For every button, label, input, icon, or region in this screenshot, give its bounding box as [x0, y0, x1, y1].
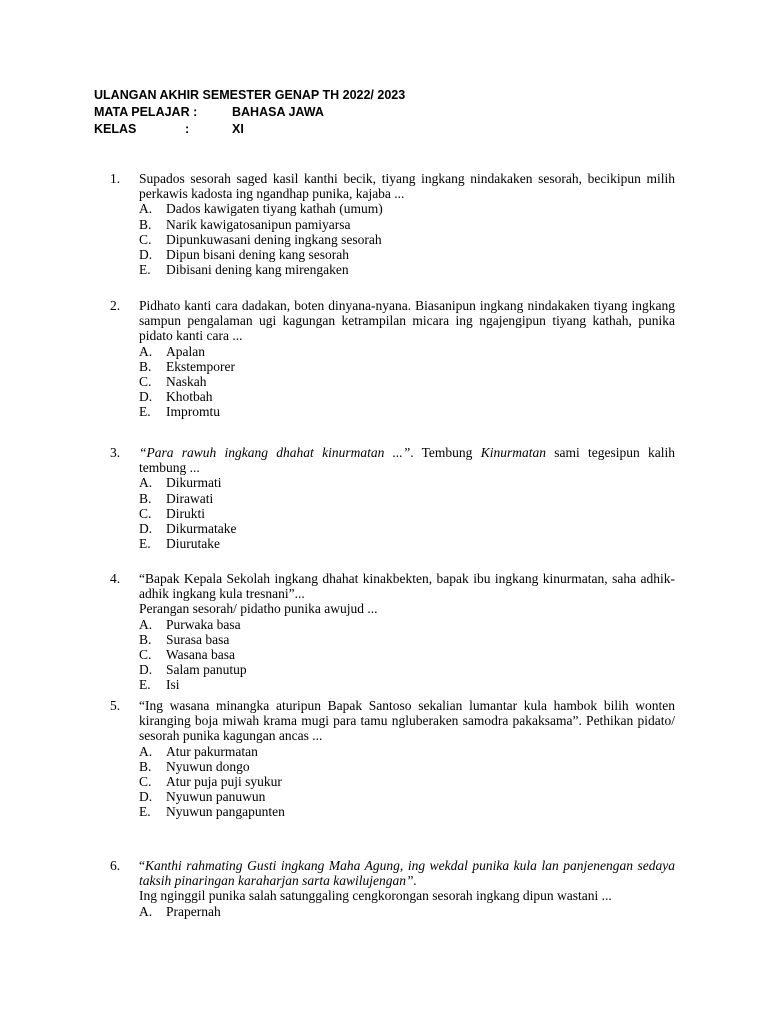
- option-a[interactable]: A. Prapernah: [139, 903, 221, 919]
- option-a[interactable]: A. Dikurmati: [139, 475, 222, 491]
- question-text: “Ing wasana minangka aturipun Bapak Santoso sekalian lumantar kula hambok bilih wonten kiranging boja miwah krama mugi para tamu ngluberaken samodra pakaksama”. Pethikan pidato/ sesorah punika kagungan ancas ...: [139, 698, 675, 744]
- subject-label: MATA PELAJAR :: [94, 105, 198, 119]
- option-e[interactable]: E. Nyuwun pangapunten: [139, 804, 285, 820]
- option-c[interactable]: C. Dipunkuwasani dening ingkang sesorah: [139, 231, 382, 247]
- question-text: “Para rawuh ingkang dhahat kinurmatan ...”. Tembung Kinurmatan sami tegesipun kalih tembung ...: [139, 445, 675, 476]
- question-text: “Bapak Kepala Sekolah ingkang dhahat kinakbekten, bapak ibu ingkang kinurmatan, saha adhik-adhik ingkang kula tresnani”...: [139, 571, 675, 602]
- class-value: XI: [232, 122, 244, 136]
- class-colon: :: [185, 122, 190, 136]
- option-b[interactable]: B. Nyuwun dongo: [139, 758, 250, 774]
- option-c[interactable]: C. Atur puja puji syukur: [139, 773, 282, 789]
- question-prompt: Perangan sesorah/ pidatho punika awujud ...: [139, 601, 378, 617]
- question-text: “Kanthi rahmating Gusti ingkang Maha Agung, ing wekdal punika kula lan panjenengan sedaya taksih pinaringan karaharjan sarta kawilujengan”.: [139, 858, 676, 889]
- question-number: 6.: [110, 858, 121, 873]
- question-prompt: Ing nginggil punika salah satunggaling cengkorongan sesorah ingkang dipun wastani ...: [139, 888, 612, 904]
- option-b[interactable]: B. Narik kawigatosanipun pamiyarsa: [139, 216, 351, 232]
- option-c[interactable]: C. Naskah: [139, 373, 207, 389]
- quoted-phrase: “Para rawuh ingkang dhahat kinurmatan ...”: [139, 445, 411, 460]
- option-d[interactable]: D. Salam panutup: [139, 662, 247, 678]
- option-a[interactable]: A. Dados kawigaten tiyang kathah (umum): [139, 201, 383, 217]
- question-number: 2.: [110, 298, 121, 313]
- question-3: [110, 445, 675, 551]
- class-label: KELAS: [94, 122, 137, 136]
- exam-title: ULANGAN AKHIR SEMESTER GENAP TH 2022/ 2023: [94, 88, 406, 102]
- option-b[interactable]: B. Surasa basa: [139, 631, 230, 647]
- question-number: 5.: [110, 698, 121, 713]
- quoted-passage: Kanthi rahmating Gusti ingkang Maha Agung, ing wekdal punika kula lan panjenengan sedaya taksih pinaringan karaharjan sarta kawilujengan”.: [139, 858, 676, 889]
- option-b[interactable]: B. Ekstemporer: [139, 358, 235, 374]
- question-5: [110, 698, 675, 820]
- question-text: Supados sesorah saged kasil kanthi becik, tiyang ingkang nindakaken sesorah, becikipun milih perkawis kadosta ing ngandhap punika, kajaba ...: [139, 171, 676, 202]
- option-d[interactable]: D. Dikurmatake: [139, 520, 237, 536]
- option-b[interactable]: B. Dirawati: [139, 490, 214, 506]
- option-d[interactable]: D. Nyuwun panuwun: [139, 789, 266, 805]
- question-2: [110, 298, 675, 420]
- option-e[interactable]: E. Diurutake: [139, 536, 220, 552]
- highlighted-word: Kinurmatan: [480, 445, 546, 460]
- question-4: [110, 571, 675, 693]
- option-e[interactable]: E. Dibisani dening kang mirengaken: [139, 262, 349, 278]
- question-number: 1.: [110, 171, 121, 186]
- subject-value: BAHASA JAWA: [232, 105, 324, 119]
- option-a[interactable]: A. Atur pakurmatan: [139, 743, 258, 759]
- option-c[interactable]: C. Wasana basa: [139, 646, 236, 662]
- question-1: [110, 171, 675, 277]
- option-c[interactable]: C. Dirukti: [139, 505, 205, 521]
- question-number: 4.: [110, 571, 121, 586]
- option-e[interactable]: E. Isi: [139, 677, 180, 693]
- question-text: Pidhato kanti cara dadakan, boten dinyana-nyana. Biasanipun ingkang nindakaken tiyang ingkang sampun pengalaman ugi kagungan ketrampilan micara ing ngajengipun tiyang kathah, punika pidato kanti cara ...: [139, 298, 676, 344]
- option-e[interactable]: E. Impromtu: [139, 404, 220, 420]
- option-d[interactable]: D. Khotbah: [139, 389, 213, 405]
- option-d[interactable]: D. Dipun bisani dening kang sesorah: [139, 246, 349, 262]
- option-a[interactable]: A. Apalan: [139, 343, 205, 359]
- question-number: 3.: [110, 445, 121, 460]
- option-a[interactable]: A. Purwaka basa: [139, 616, 241, 632]
- question-6: [110, 858, 675, 919]
